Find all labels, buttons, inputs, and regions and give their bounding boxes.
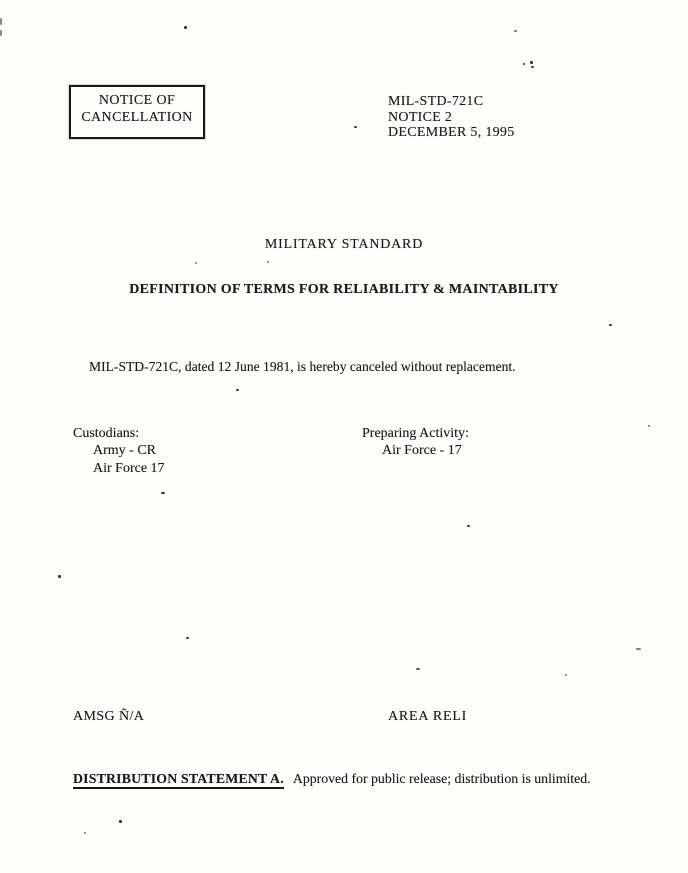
scan-speck xyxy=(184,26,187,29)
distribution-statement-text: Approved for public release; distribution is unlimited. xyxy=(292,771,591,786)
custodians-block xyxy=(73,425,165,477)
distribution-statement-label: DISTRIBUTION STATEMENT A. xyxy=(73,771,284,789)
scan-speck xyxy=(119,820,122,823)
scan-speck xyxy=(565,674,567,676)
scan-speck xyxy=(609,324,612,326)
cancellation-statement: MIL-STD-721C, dated 12 June 1981, is hereby canceled without replacement. xyxy=(89,359,516,374)
scan-speck xyxy=(354,126,357,128)
notice-box-line1: NOTICE OF xyxy=(98,93,176,108)
scan-speck xyxy=(523,63,525,65)
scan-speck xyxy=(267,261,269,263)
notice-of-cancellation-box xyxy=(69,85,205,139)
notice-box-line2: CANCELLATION xyxy=(81,109,193,125)
custodians-heading: Custodians: xyxy=(73,426,140,441)
scan-speck xyxy=(514,30,517,32)
preparing-activity-heading: Preparing Activity: xyxy=(362,426,469,441)
preparing-activity-item: Air Force - 17 xyxy=(382,443,462,459)
standard-number: MIL-STD-721C xyxy=(388,94,484,109)
scan-speck xyxy=(186,637,189,639)
scan-speck xyxy=(467,525,470,527)
scan-speck xyxy=(0,18,2,25)
scan-speck xyxy=(648,425,650,427)
distribution-statement xyxy=(73,771,591,787)
scan-speck xyxy=(84,832,86,834)
document-title: MILITARY STANDARD xyxy=(264,237,424,252)
scan-speck xyxy=(0,30,2,36)
preparing-activity-block xyxy=(362,425,469,460)
custodian-item: Army - CR xyxy=(93,443,156,459)
amsg-code: AMSG Ñ/A xyxy=(73,709,145,724)
scan-speck xyxy=(530,61,533,64)
scan-speck xyxy=(416,668,420,670)
notice-number: NOTICE 2 xyxy=(388,109,453,125)
document-subtitle: DEFINITION OF TERMS FOR RELIABILITY & MAINTABILITY xyxy=(129,282,559,297)
scan-speck xyxy=(636,648,641,650)
scan-speck xyxy=(531,66,534,68)
scan-speck xyxy=(161,492,165,494)
scan-speck xyxy=(58,575,61,578)
scan-speck xyxy=(236,389,239,391)
document-date: DECEMBER 5, 1995 xyxy=(388,125,515,140)
scan-speck xyxy=(195,262,197,264)
custodian-item: Air Force 17 xyxy=(93,460,165,476)
document-id-block xyxy=(388,94,515,141)
area-code: AREA RELI xyxy=(388,709,468,724)
